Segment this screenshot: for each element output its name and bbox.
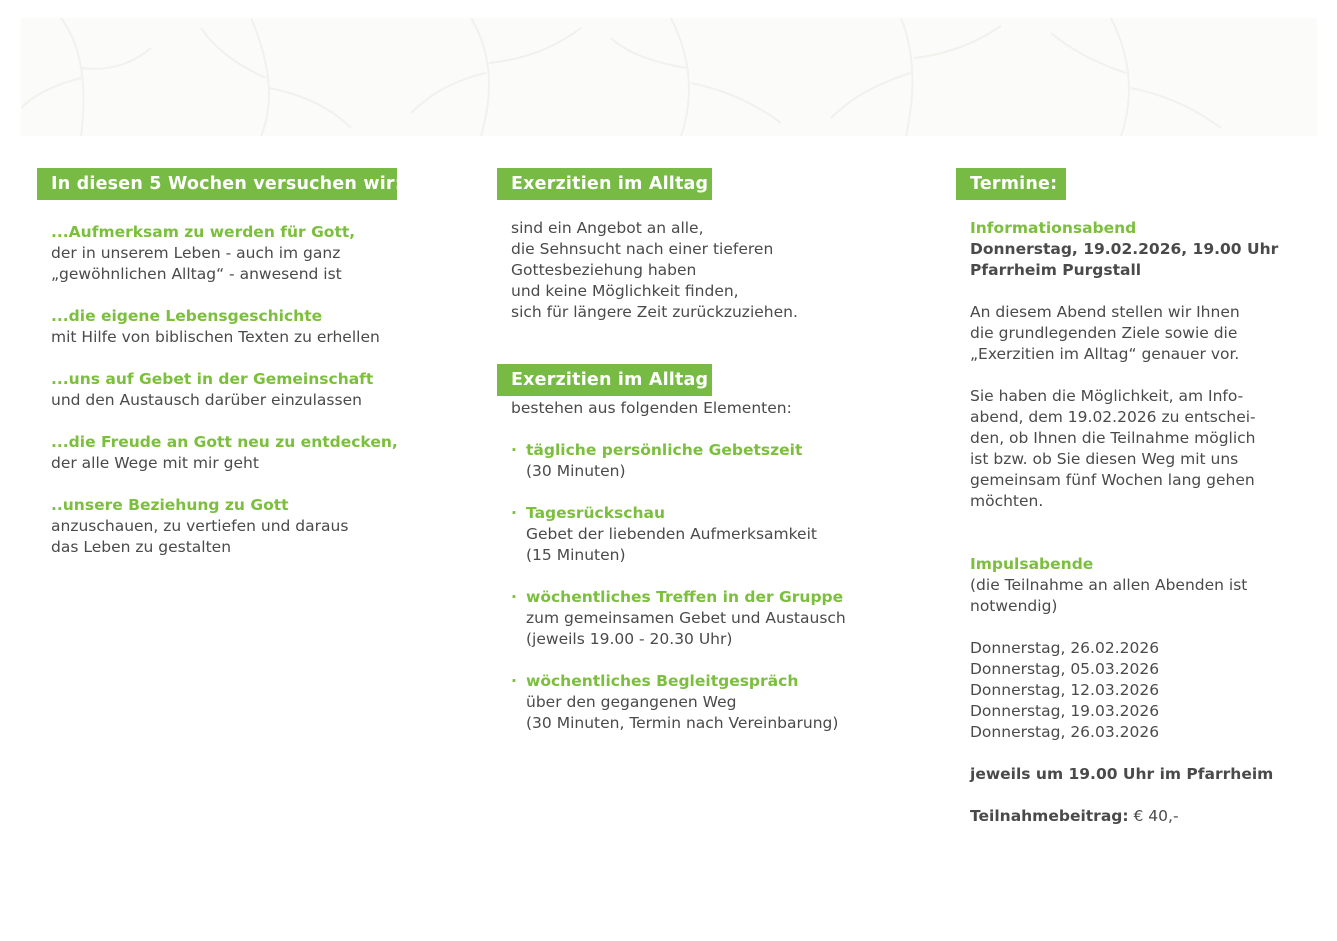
info-evening-title: Informationsabend <box>970 219 1137 237</box>
item-text: mit Hilfe von biblischen Texten zu erhellen <box>51 328 380 346</box>
section-heading-exerzitien-2: Exerzitien im Alltag <box>497 364 712 396</box>
paragraph-line: ist bzw. ob Sie diesen Weg mit uns <box>970 450 1239 468</box>
bullet-dot: · <box>511 504 517 522</box>
date-item: Donnerstag, 05.03.2026 <box>970 660 1160 678</box>
item-text: „gewöhnlichen Alltag“ - anwesend ist <box>51 265 342 283</box>
list-item <box>51 306 451 348</box>
date-item: Donnerstag, 26.02.2026 <box>970 639 1160 657</box>
item-title: tägliche persönliche Gebetszeit <box>526 441 803 459</box>
item-text: anzuschauen, zu vertiefen und daraus <box>51 517 349 535</box>
intro-line: sich für längere Zeit zurückzuziehen. <box>511 303 798 321</box>
elements-block <box>511 398 931 755</box>
item-text: (30 Minuten) <box>526 462 626 480</box>
paragraph-line: abend, dem 19.02.2026 zu entschei- <box>970 408 1256 426</box>
section-heading-termine: Termine: <box>956 168 1066 200</box>
fee-label: Teilnahmebeitrag: <box>970 807 1129 825</box>
impuls-title: Impulsabende <box>970 555 1094 573</box>
info-evening-place: Pfarrheim Purgstall <box>970 261 1142 279</box>
intro-line: und keine Möglichkeit finden, <box>511 282 739 300</box>
date-item: Donnerstag, 12.03.2026 <box>970 681 1160 699</box>
paragraph-line: Sie haben die Möglichkeit, am Info- <box>970 387 1244 405</box>
note-line: (die Teilnahme an allen Abenden ist <box>970 576 1248 594</box>
section-heading-weeks: In diesen 5 Wochen versuchen wir: <box>37 168 397 200</box>
list-item <box>51 432 451 474</box>
bullet-dot: · <box>511 588 517 606</box>
fee-line <box>970 806 1310 827</box>
note-line: notwendig) <box>970 597 1058 615</box>
item-text: (15 Minuten) <box>526 546 626 564</box>
intro-line: sind ein Angebot an alle, <box>511 219 704 237</box>
paragraph-line: möchten. <box>970 492 1044 510</box>
list-item <box>511 587 931 650</box>
list-item <box>51 495 451 558</box>
list-item <box>511 671 931 734</box>
impuls-note <box>970 575 1310 617</box>
paragraph-line: die grundlegenden Ziele sowie die <box>970 324 1238 342</box>
tree-pattern <box>21 18 1317 136</box>
item-text: (30 Minuten, Termin nach Vereinbarung) <box>526 714 839 732</box>
elements-list <box>511 440 931 734</box>
list-item <box>51 222 451 285</box>
item-text: über den gegangenen Weg <box>526 693 737 711</box>
item-title: ...Aufmerksam zu werden für Gott, <box>51 223 356 241</box>
item-title: ..unsere Beziehung zu Gott <box>51 496 289 514</box>
weeks-list <box>51 222 451 579</box>
paragraph-line: gemeinsam fünf Wochen lang gehen <box>970 471 1255 489</box>
time-note: jeweils um 19.00 Uhr im Pfarrheim <box>970 765 1274 783</box>
exerzitien-intro <box>511 218 931 323</box>
item-text: der in unserem Leben - auch im ganz <box>51 244 341 262</box>
item-title: ...uns auf Gebet in der Gemeinschaft <box>51 370 374 388</box>
item-text: Gebet der liebenden Aufmerksamkeit <box>526 525 817 543</box>
item-title: wöchentliches Treffen in der Gruppe <box>526 588 844 606</box>
info-evening-date: Donnerstag, 19.02.2026, 19.00 Uhr <box>970 240 1279 258</box>
section-heading-exerzitien-1: Exerzitien im Alltag <box>497 168 712 200</box>
list-item <box>51 369 451 411</box>
item-title: wöchentliches Begleitgespräch <box>526 672 799 690</box>
item-title: Tagesrückschau <box>526 504 665 522</box>
date-item: Donnerstag, 19.03.2026 <box>970 702 1160 720</box>
decorative-banner <box>21 18 1317 136</box>
date-item: Donnerstag, 26.03.2026 <box>970 723 1160 741</box>
item-text: zum gemeinsamen Gebet und Austausch <box>526 609 846 627</box>
intro-line: die Sehnsucht nach einer tieferen <box>511 240 774 258</box>
bullet-dot: · <box>511 441 517 459</box>
list-item <box>511 503 931 566</box>
termine-block <box>970 218 1310 827</box>
bullet-dot: · <box>511 672 517 690</box>
list-item <box>511 440 931 482</box>
paragraph-line: An diesem Abend stellen wir Ihnen <box>970 303 1240 321</box>
item-text: der alle Wege mit mir geht <box>51 454 259 472</box>
fee-value: € 40,- <box>1128 807 1179 825</box>
item-text: (jeweils 19.00 - 20.30 Uhr) <box>526 630 733 648</box>
item-text: das Leben zu gestalten <box>51 538 232 556</box>
item-title: ...die Freude an Gott neu zu entdecken, <box>51 433 398 451</box>
info-paragraph-1 <box>970 302 1310 365</box>
item-text: und den Austausch darüber einzulassen <box>51 391 362 409</box>
info-paragraph-2 <box>970 386 1310 512</box>
elements-intro: bestehen aus folgenden Elementen: <box>511 399 792 417</box>
paragraph-line: den, ob Ihnen die Teilnahme möglich <box>970 429 1256 447</box>
item-title: ...die eigene Lebensgeschichte <box>51 307 323 325</box>
intro-line: Gottesbeziehung haben <box>511 261 697 279</box>
dates-list <box>970 638 1310 743</box>
paragraph-line: „Exerzitien im Alltag“ genauer vor. <box>970 345 1240 363</box>
